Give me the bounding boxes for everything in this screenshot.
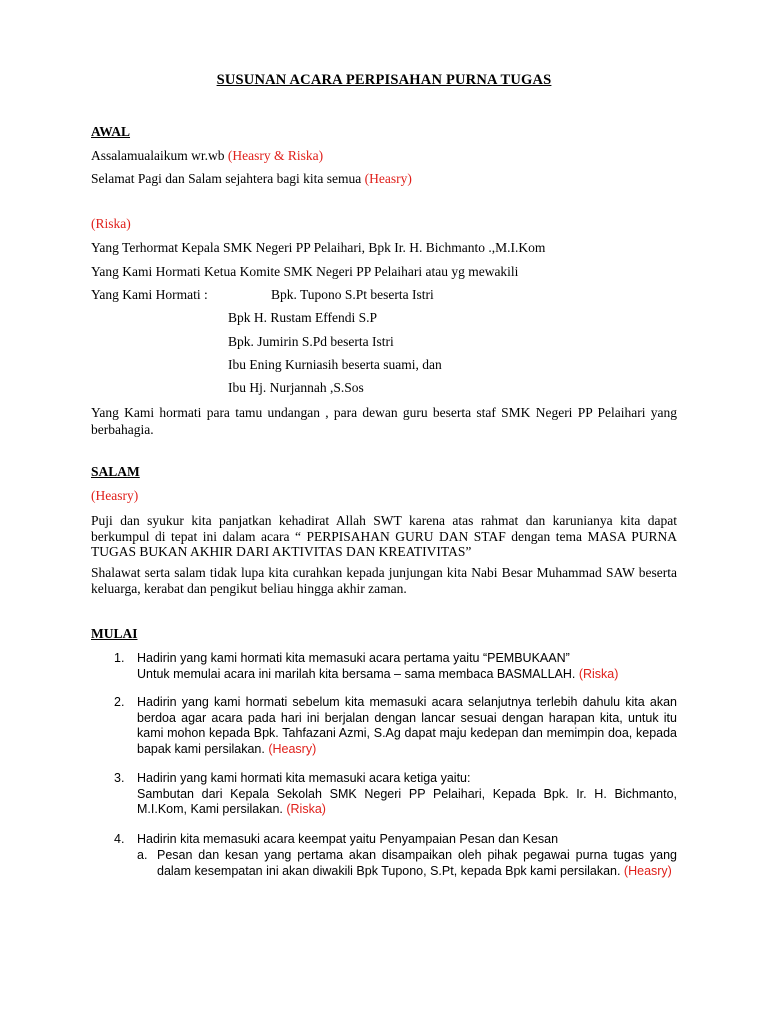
list-number: 4. xyxy=(114,832,125,846)
speaker-label: (Heasry) xyxy=(268,741,317,756)
speaker-label: (Heasry) xyxy=(364,171,412,186)
document-title: SUSUNAN ACARA PERPISAHAN PURNA TUGAS xyxy=(216,72,552,88)
agenda-item xyxy=(137,651,677,682)
agenda-text: Hadirin yang kami hormati kita memasuki acara ketiga yaitu: xyxy=(137,771,471,785)
speaker-label: (Riska) xyxy=(286,802,326,816)
morning-greeting xyxy=(91,171,412,187)
speaker-label: (Heasry) xyxy=(623,863,672,878)
sub-agenda-item xyxy=(157,848,677,879)
agenda-text: Hadirin yang kami hormati sebelum kita memasuki acara selanjutnya terlebih dahulu kita akan berdoa agar acara pada hari ini berjalan dengan lancar sesuai dengan harapan kita, untuk itu kami mohon kepada Bpk. Tahfazani Azmi, S.Ag dapat maju kedepan dan memimpin doa, kepada bapak kami persilakan. xyxy=(137,695,677,756)
agenda-subtext xyxy=(137,787,677,818)
sub-agenda-text: Pesan dan kesan yang pertama akan disampaikan oleh pihak pegawai purna tugas yang dalam kesempatan ini akan diwakili Bpk Tupono, S.Pt, kepada Bpk kami persilakan. xyxy=(157,848,677,878)
honoree-name: Ibu Ening Kurniasih beserta suami, dan xyxy=(228,357,442,372)
opening-paragraph: Puji dan syukur kita panjatkan kehadirat Allah SWT karena atas rahmat dan karunianya kita dapat berkumpul di tepat ini dalam acara “ PERPISAHAN GURU DAN STAF dengan tema MASA PURNA TUGAS BUKAN AKHIR DARI AKTIVITAS DAN KREATIVITAS” xyxy=(91,513,677,559)
section-heading-awal: AWAL xyxy=(91,124,131,139)
greeting-text: Selamat Pagi dan Salam sejahtera bagi kita semua xyxy=(91,171,365,186)
section-heading-salam: SALAM xyxy=(91,464,140,479)
agenda-subtext-body: Sambutan dari Kepala Sekolah SMK Negeri PP Pelaihari, Kepada Bpk. Ir. H. Bichmanto, M.I.Kom, Kami persilakan. xyxy=(137,786,677,816)
agenda-subtext-body: Untuk memulai acara ini marilah kita bersama – sama membaca BASMALLAH. xyxy=(137,666,579,681)
agenda-subtext xyxy=(137,667,677,683)
sub-list-letter: a. xyxy=(137,848,148,862)
opening-greeting xyxy=(91,148,323,164)
agenda-item xyxy=(137,771,677,818)
honoree-name: Bpk H. Rustam Effendi S.P xyxy=(228,310,378,325)
agenda-text: Hadirin yang kami hormati kita memasuki acara pertama yaitu “PEMBUKAAN” xyxy=(137,651,570,665)
list-number: 3. xyxy=(114,771,125,785)
section-heading-mulai: MULAI xyxy=(91,626,138,641)
speaker-label: (Heasry) xyxy=(91,488,139,503)
honorific-line: Yang Terhormat Kepala SMK Negeri PP Pelaihari, Bpk Ir. H. Bichmanto .,M.I.Kom xyxy=(91,240,546,255)
honorific-line: Yang Kami Hormati Ketua Komite SMK Negeri PP Pelaihari atau yg mewakili xyxy=(91,264,519,279)
speaker-label: (Riska) xyxy=(578,666,619,681)
list-number: 1. xyxy=(114,651,125,665)
honoree-name: Bpk. Tupono S.Pt beserta Istri xyxy=(271,287,434,302)
shalawat-paragraph: Shalawat serta salam tidak lupa kita curahkan kepada junjungan kita Nabi Besar Muhammad SAW beserta keluarga, kerabat dan pengikut beliau hingga akhir zaman. xyxy=(91,565,677,596)
honoree-name: Ibu Hj. Nurjannah ,S.Sos xyxy=(228,380,364,395)
greeting-text: Assalamualaikum wr.wb xyxy=(91,148,228,163)
list-number: 2. xyxy=(114,695,125,709)
agenda-item xyxy=(137,695,677,757)
speaker-label: (Riska) xyxy=(91,216,131,231)
honorific-label: Yang Kami Hormati : xyxy=(91,287,208,302)
guests-paragraph: Yang Kami hormati para tamu undangan , para dewan guru beserta staf SMK Negeri PP Pelaihari yang berbahagia. xyxy=(91,405,677,437)
agenda-item: Hadirin kita memasuki acara keempat yaitu Penyampaian Pesan dan Kesan xyxy=(137,832,559,846)
speaker-label: (Heasry & Riska) xyxy=(227,148,324,163)
honoree-name: Bpk. Jumirin S.Pd beserta Istri xyxy=(228,334,394,349)
